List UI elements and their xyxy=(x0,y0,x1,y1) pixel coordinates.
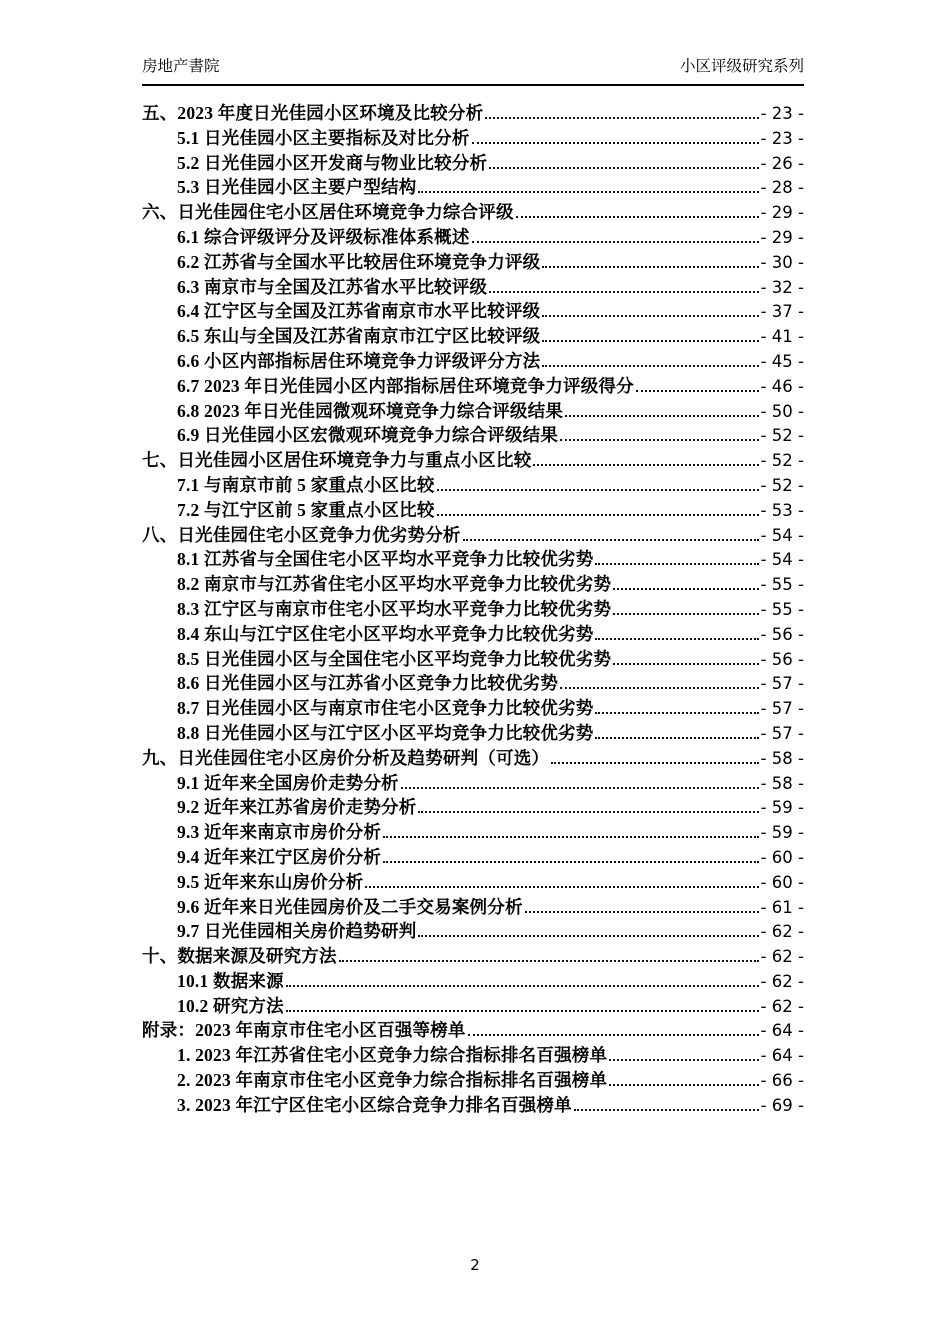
toc-entry-page: - 52 - xyxy=(760,451,804,471)
toc-entry-title: 8.6 日光佳园小区与江苏省小区竞争力比较优劣势 xyxy=(177,673,559,694)
toc-entry-title: 1. 2023 年江苏省住宅小区竞争力综合指标排名百强榜单 xyxy=(177,1045,608,1066)
toc-entry-title: 六、日光佳园住宅小区居住环境竞争力综合评级 xyxy=(142,202,514,223)
toc-entry-title: 9.2 近年来江苏省房价走势分析 xyxy=(177,797,417,818)
toc-dotted-leader xyxy=(574,1109,759,1111)
toc-entry-title: 5.3 日光佳园小区主要户型结构 xyxy=(177,177,417,198)
toc-entry[interactable] xyxy=(142,721,804,746)
toc-entry[interactable] xyxy=(142,275,804,300)
toc-entry[interactable] xyxy=(142,250,804,275)
toc-entry[interactable] xyxy=(142,349,804,374)
toc-entry-title: 8.2 南京市与江苏省住宅小区平均水平竞争力比较优劣势 xyxy=(177,574,612,595)
toc-dotted-leader xyxy=(437,514,759,516)
toc-entry-title: 8.1 江苏省与全国住宅小区平均水平竞争力比较优劣势 xyxy=(177,549,594,570)
toc xyxy=(142,101,804,1118)
toc-entry-title: 6.9 日光佳园小区宏微观环境竞争力综合评级结果 xyxy=(177,425,559,446)
toc-dotted-leader xyxy=(472,241,759,243)
toc-entry[interactable] xyxy=(142,895,804,920)
toc-dotted-leader xyxy=(472,142,759,144)
toc-entry[interactable] xyxy=(142,820,804,845)
header-right-title: 小区评级研究系列 xyxy=(679,58,804,75)
toc-dotted-leader xyxy=(463,539,759,541)
toc-entry-title: 9.5 近年来东山房价分析 xyxy=(177,871,364,892)
toc-entry[interactable] xyxy=(142,299,804,324)
toc-entry-page: - 23 - xyxy=(760,128,804,148)
toc-entry-page: - 61 - xyxy=(760,897,804,917)
toc-entry[interactable] xyxy=(142,870,804,895)
toc-entry-page: - 28 - xyxy=(760,178,804,198)
toc-dotted-leader xyxy=(286,1010,759,1012)
toc-dotted-leader xyxy=(525,911,759,913)
toc-dotted-leader xyxy=(401,787,759,789)
toc-entry-page: - 46 - xyxy=(760,376,804,396)
toc-entry-title: 9.7 日光佳园相关房价趋势研判 xyxy=(177,921,417,942)
toc-dotted-leader xyxy=(542,340,758,342)
toc-entry[interactable] xyxy=(142,200,804,225)
toc-dotted-leader xyxy=(542,365,758,367)
toc-dotted-leader xyxy=(418,935,758,937)
toc-entry-page: - 62 - xyxy=(760,947,804,967)
toc-entry-page: - 57 - xyxy=(760,674,804,694)
toc-entry[interactable] xyxy=(142,151,804,176)
toc-entry-page: - 54 - xyxy=(760,550,804,570)
toc-dotted-leader xyxy=(613,663,758,665)
toc-dotted-leader xyxy=(383,861,759,863)
toc-dotted-leader xyxy=(516,216,759,218)
toc-entry[interactable] xyxy=(142,547,804,572)
toc-entry-title: 十、数据来源及研究方法 xyxy=(142,946,337,967)
toc-entry[interactable] xyxy=(142,969,804,994)
toc-dotted-leader xyxy=(560,439,759,441)
toc-entry-page: - 58 - xyxy=(760,748,804,768)
toc-entry[interactable] xyxy=(142,374,804,399)
toc-dotted-leader xyxy=(489,167,758,169)
toc-entry-title: 9.1 近年来全国房价走势分析 xyxy=(177,772,399,793)
toc-entry-title: 八、日光佳园住宅小区竞争力优劣势分析 xyxy=(142,524,461,545)
toc-dotted-leader xyxy=(609,1059,758,1061)
toc-entry-title: 6.8 2023 年日光佳园微观环境竞争力综合评级结果 xyxy=(177,400,564,421)
toc-entry-page: - 55 - xyxy=(760,575,804,595)
toc-entry[interactable] xyxy=(142,795,804,820)
toc-entry-title: 9.3 近年来南京市房价分析 xyxy=(177,822,382,843)
toc-entry-title: 6.3 南京市与全国及江苏省水平比较评级 xyxy=(177,276,488,297)
toc-dotted-leader xyxy=(609,1084,758,1086)
toc-dotted-leader xyxy=(595,712,758,714)
toc-dotted-leader xyxy=(468,1034,759,1036)
toc-dotted-leader xyxy=(533,464,758,466)
toc-entry-page: - 60 - xyxy=(760,847,804,867)
toc-entry-title: 6.6 小区内部指标居住环境竞争力评级评分方法 xyxy=(177,350,541,371)
toc-dotted-leader xyxy=(365,886,758,888)
toc-dotted-leader xyxy=(560,687,759,689)
toc-entry[interactable] xyxy=(142,746,804,771)
toc-entry-title: 七、日光佳园小区居住环境竞争力与重点小区比较 xyxy=(142,450,532,471)
toc-entry[interactable] xyxy=(142,423,804,448)
toc-entry-title: 8.5 日光佳园小区与全国住宅小区平均竞争力比较优劣势 xyxy=(177,648,612,669)
toc-entry-page: - 62 - xyxy=(760,922,804,942)
toc-entry[interactable] xyxy=(142,671,804,696)
page-footer xyxy=(0,1256,950,1274)
toc-entry-title: 九、日光佳园住宅小区房价分析及趋势研判（可选） xyxy=(142,747,550,768)
toc-entry-title: 5.1 日光佳园小区主要指标及对比分析 xyxy=(177,127,470,148)
toc-entry-title: 5.2 日光佳园小区开发商与物业比较分析 xyxy=(177,152,488,173)
toc-entry[interactable] xyxy=(142,448,804,473)
toc-entry-title: 6.5 东山与全国及江苏省南京市江宁区比较评级 xyxy=(177,326,541,347)
toc-dotted-leader xyxy=(286,985,759,987)
footer-page-number: 2 xyxy=(470,1256,480,1274)
toc-entry[interactable] xyxy=(142,225,804,250)
toc-dotted-leader xyxy=(595,737,758,739)
toc-entry-title: 6.7 2023 年日光佳园小区内部指标居住环境竞争力评级得分 xyxy=(177,375,634,396)
toc-entry[interactable] xyxy=(142,324,804,349)
toc-entry[interactable] xyxy=(142,1043,804,1068)
toc-entry[interactable] xyxy=(142,498,804,523)
toc-entry-title: 9.4 近年来江宁区房价分析 xyxy=(177,846,382,867)
toc-entry-page: - 62 - xyxy=(760,996,804,1016)
toc-entry-title: 7.2 与江宁区前 5 家重点小区比较 xyxy=(177,499,435,520)
toc-entry-page: - 59 - xyxy=(760,798,804,818)
toc-entry-title: 8.4 东山与江宁区住宅小区平均水平竞争力比较优劣势 xyxy=(177,623,594,644)
toc-entry-page: - 64 - xyxy=(760,1021,804,1041)
toc-entry-page: - 59 - xyxy=(760,823,804,843)
toc-entry[interactable] xyxy=(142,126,804,151)
toc-entry[interactable] xyxy=(142,845,804,870)
toc-entry-page: - 56 - xyxy=(760,649,804,669)
toc-entry[interactable] xyxy=(142,944,804,969)
toc-dotted-leader xyxy=(636,390,759,392)
toc-entry[interactable] xyxy=(142,1018,804,1043)
toc-entry-page: - 52 - xyxy=(760,426,804,446)
toc-entry-page: - 57 - xyxy=(760,699,804,719)
toc-entry-title: 7.1 与南京市前 5 家重点小区比较 xyxy=(177,474,435,495)
toc-dotted-leader xyxy=(418,191,758,193)
toc-entry-page: - 45 - xyxy=(760,351,804,371)
toc-entry[interactable] xyxy=(142,994,804,1019)
toc-entry-title: 8.7 日光佳园小区与南京市住宅小区竞争力比较优劣势 xyxy=(177,698,594,719)
toc-entry[interactable] xyxy=(142,597,804,622)
toc-entry-page: - 50 - xyxy=(760,401,804,421)
toc-entry-title: 10.2 研究方法 xyxy=(177,995,284,1016)
toc-entry[interactable] xyxy=(142,696,804,721)
header-left-title: 房地产書院 xyxy=(142,58,220,75)
toc-dotted-leader xyxy=(542,266,758,268)
toc-entry[interactable] xyxy=(142,523,804,548)
toc-entry[interactable] xyxy=(142,1093,804,1118)
toc-dotted-leader xyxy=(418,811,758,813)
toc-entry[interactable] xyxy=(142,771,804,796)
toc-entry-page: - 54 - xyxy=(760,525,804,545)
toc-entry-page: - 52 - xyxy=(760,475,804,495)
toc-entry-page: - 55 - xyxy=(760,599,804,619)
toc-dotted-leader xyxy=(383,836,759,838)
toc-entry-title: 6.1 综合评级评分及评级标准体系概述 xyxy=(177,226,470,247)
toc-entry-page: - 57 - xyxy=(760,723,804,743)
toc-entry[interactable] xyxy=(142,647,804,672)
toc-entry-title: 3. 2023 年江宁区住宅小区综合竞争力排名百强榜单 xyxy=(177,1094,572,1115)
toc-dotted-leader xyxy=(613,613,758,615)
toc-entry-page: - 58 - xyxy=(760,773,804,793)
toc-entry-page: - 23 - xyxy=(760,104,804,123)
toc-entry[interactable] xyxy=(142,622,804,647)
toc-entry-page: - 29 - xyxy=(760,227,804,247)
toc-entry[interactable] xyxy=(142,572,804,597)
page-header xyxy=(142,58,804,86)
toc-entry-page: - 56 - xyxy=(760,624,804,644)
toc-entry-page: - 26 - xyxy=(760,153,804,173)
toc-entry-page: - 66 - xyxy=(760,1071,804,1091)
toc-entry-title: 10.1 数据来源 xyxy=(177,970,284,991)
toc-entry-title: 8.8 日光佳园小区与江宁区小区平均竞争力比较优劣势 xyxy=(177,722,594,743)
toc-entry-title: 6.2 江苏省与全国水平比较居住环境竞争力评级 xyxy=(177,251,541,272)
toc-dotted-leader xyxy=(595,563,758,565)
toc-entry-page: - 29 - xyxy=(760,203,804,223)
toc-entry-page: - 53 - xyxy=(760,500,804,520)
toc-entry[interactable] xyxy=(142,473,804,498)
toc-entry-title: 2. 2023 年南京市住宅小区竞争力综合指标排名百强榜单 xyxy=(177,1070,608,1091)
toc-entry-page: - 30 - xyxy=(760,252,804,272)
toc-entry[interactable] xyxy=(142,101,804,126)
toc-entry[interactable] xyxy=(142,175,804,200)
toc-entry-page: - 32 - xyxy=(760,277,804,297)
toc-dotted-leader xyxy=(613,588,758,590)
toc-dotted-leader xyxy=(339,960,759,962)
toc-entry-title: 9.6 近年来日光佳园房价及二手交易案例分析 xyxy=(177,896,523,917)
toc-entry[interactable] xyxy=(142,399,804,424)
toc-entry-title: 8.3 江宁区与南京市住宅小区平均水平竞争力比较优劣势 xyxy=(177,598,612,619)
toc-dotted-leader xyxy=(437,489,759,491)
toc-entry[interactable] xyxy=(142,919,804,944)
toc-dotted-leader xyxy=(542,315,758,317)
toc-dotted-leader xyxy=(565,415,759,417)
toc-entry-page: - 37 - xyxy=(760,302,804,322)
toc-entry-page: - 62 - xyxy=(760,971,804,991)
toc-entry-title: 附录：2023 年南京市住宅小区百强等榜单 xyxy=(142,1020,466,1041)
toc-entry-title: 6.4 江宁区与全国及江苏省南京市水平比较评级 xyxy=(177,301,541,322)
toc-dotted-leader xyxy=(489,291,758,293)
toc-entry-page: - 64 - xyxy=(760,1046,804,1066)
toc-entry-page: - 41 - xyxy=(760,327,804,347)
toc-entry-page: - 60 - xyxy=(760,872,804,892)
toc-dotted-leader xyxy=(551,762,758,764)
toc-entry-page: - 69 - xyxy=(760,1095,804,1115)
toc-entry-title: 五、2023 年度日光佳园小区环境及比较分析 xyxy=(142,103,484,123)
toc-dotted-leader xyxy=(595,638,758,640)
toc-dotted-leader xyxy=(485,117,758,119)
toc-entry[interactable] xyxy=(142,1068,804,1093)
